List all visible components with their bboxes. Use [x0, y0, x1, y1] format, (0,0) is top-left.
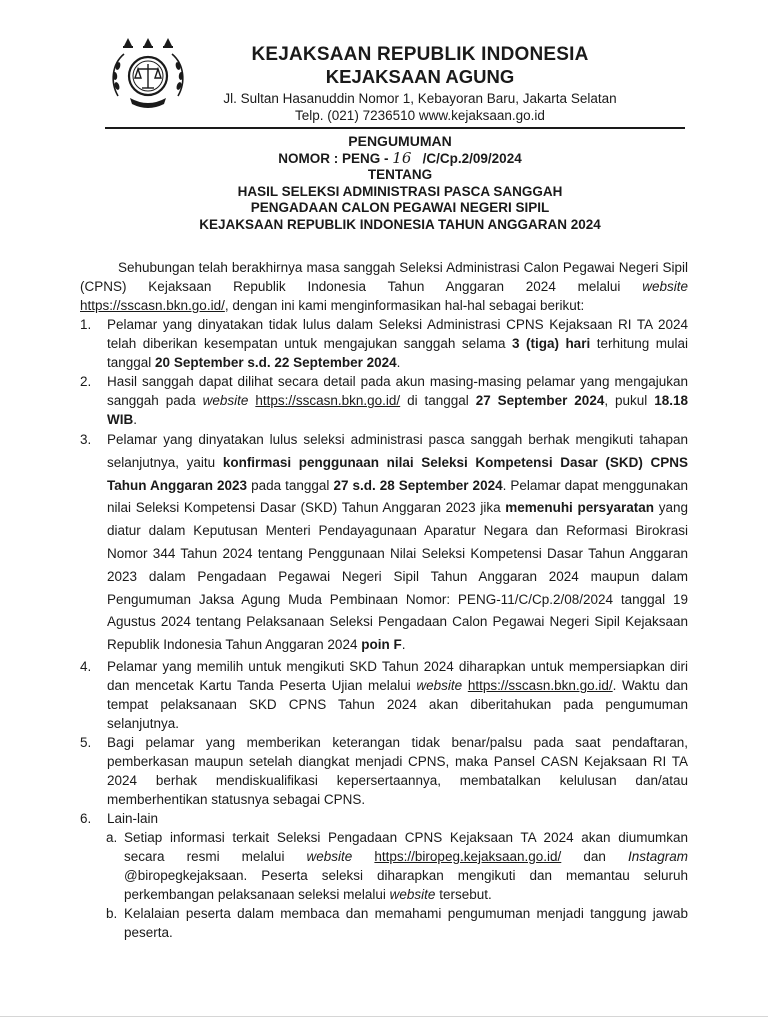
list-item-6 [80, 809, 688, 942]
intro-text-end: , dengan ini kami menginformasikan hal-hal sebagai berikut: [224, 298, 585, 313]
sub-item-a [80, 828, 688, 904]
list-item-4 [80, 657, 688, 733]
list-number: 2. [80, 374, 92, 389]
item-text: dan [561, 848, 628, 864]
sscasn-link[interactable]: https://sscasn.bkn.go.id/ [255, 393, 401, 408]
list-number: 3. [80, 432, 92, 447]
list-letter: a. [106, 829, 118, 845]
list-number: 4. [80, 658, 92, 674]
biropeg-link[interactable]: https://biropeg.kejaksaan.go.id/ [374, 848, 562, 864]
website-word: website [202, 393, 249, 408]
announcement-subject-2: PENGADAAN CALON PEGAWAI NEGERI SIPIL [250, 200, 550, 215]
announcement-list [80, 315, 688, 942]
intro-text: Sehubungan telah berakhirnya masa sanggah Seleksi Administrasi Calon Pegawai Negeri Sipil (CPNS) Kejaksaan Republik Indonesia Tahun Anggaran 2024 melalui [80, 260, 688, 294]
number-prefix: NOMOR : PENG - [278, 150, 389, 166]
item-text: . Pelamar dapat menggunakan nilai Seleksi Kompetensi Dasar (SKD) Tahun Anggaran 2023 jika [107, 477, 689, 516]
item-bold: poin F [361, 637, 402, 653]
item-bold: 27 s.d. 28 September 2024 [333, 477, 503, 493]
sscasn-link[interactable]: https://sscasn.bkn.go.id/ [80, 298, 225, 313]
item-bold: konfirmasi penggunaan nilai Seleksi Kompetensi Dasar (SKD) CPNS Tahun Anggaran 2023 [107, 454, 688, 493]
item-text: terhitung mulai tanggal [107, 336, 688, 370]
announcement-subject-3: KEJAKSAAN REPUBLIK INDONESIA TAHUN ANGGARAN 2024 [199, 216, 601, 232]
item-text: . [401, 637, 406, 653]
website-word: website [642, 279, 688, 294]
item-text: di tanggal [400, 393, 476, 408]
item-label: Lain-lain [107, 810, 159, 826]
item-text: . [396, 355, 401, 370]
list-item-1 [80, 315, 688, 372]
item-bold: memenuhi persyaratan [505, 500, 655, 516]
item-text: , pukul [604, 393, 655, 408]
org-name: KEJAKSAAN REPUBLIK INDONESIA [251, 44, 589, 65]
item-bold: 20 September s.d. 22 September 2024 [155, 355, 397, 370]
item-bold: 3 (tiga) hari [511, 336, 591, 351]
list-item-3 [80, 429, 688, 657]
instagram-word: Instagram [627, 848, 688, 864]
page-edge-line [0, 1016, 768, 1017]
item-text: tersebut. [435, 886, 492, 902]
list-number: 5. [80, 734, 92, 750]
org-contact: Telp. (021) 7236510 www.kejaksaan.go.id [295, 108, 545, 123]
item-bold: 27 September 2024 [475, 393, 605, 408]
website-word: website [416, 677, 463, 693]
kejaksaan-emblem-icon [110, 38, 186, 112]
sub-list [80, 828, 688, 942]
item-bold: 18.18 WIB [107, 393, 688, 427]
list-number: 1. [80, 317, 92, 332]
sub-item-b [80, 904, 688, 942]
list-number: 6. [80, 810, 92, 826]
list-letter: b. [106, 905, 118, 921]
list-item-5 [80, 733, 688, 809]
website-word: website [389, 886, 436, 902]
org-address: Jl. Sultan Hasanuddin Nomor 1, Kebayoran Baru, Jakarta Selatan [223, 91, 617, 106]
header-rule [105, 127, 685, 129]
announcement-about: TENTANG [367, 167, 433, 182]
item-text: Setiap informasi terkait Seleksi Pengadaan CPNS Kejaksaan TA 2024 akan diumumkan secara resmi melalui [124, 829, 688, 864]
item-text: Bagi pelamar yang memberikan keterangan tidak benar/palsu pada saat pendaftaran, pemberkasan maupun setelah diangkat menjadi CPNS, maka Pansel CASN Kejaksaan RI TA 2024 berhak mendiskualifikasi kepersertaannya, membatalkan kelulusan dan/atau memberhentikan statusnya sebagai CPNS. [107, 734, 688, 807]
intro-paragraph [80, 258, 688, 315]
item-text: Pelamar yang memilih untuk mengikuti SKD Tahun 2024 diharapkan untuk mempersiapkan diri dan mencetak Kartu Tanda Peserta Ujian melalui [107, 658, 688, 693]
announcement-title: PENGUMUMAN [348, 133, 452, 149]
letterhead [200, 44, 640, 124]
announcement-title-block [100, 133, 700, 233]
item-text: Kelalaian peserta dalam membaca dan memahami pengumuman menjadi tanggung jawab peserta. [124, 905, 688, 940]
website-word: website [306, 848, 353, 864]
item-text: @biropegkejaksaan. Peserta seleksi diharapkan mengikuti dan memantau seluruh perkembangan pelaksanaan seleksi melalui [124, 867, 688, 902]
list-item-2 [80, 372, 688, 429]
item-text: . [133, 412, 138, 427]
item-text: yang diatur dalam Keputusan Menteri Pendayagunaan Aparatur Negara dan Reformasi Birokrasi Nomor 344 Tahun 2024 tentang Penggunaan Nilai Seleksi Kompetensi Dasar Tahun Anggaran 2023 dalam Pengadaan Pegawai Negeri Sipil Tahun Anggaran 2024 maupun dalam Pengumuman Jaksa Agung Muda Pembinaan Nomor: PENG-11/C/Cp.2/08/2024 tanggal 19 Agustus 2024 tentang Pelaksanaan Seleksi Pengadaan Calon Pegawai Negeri Sipil Kejaksaan Republik Indonesia Tahun Anggaran 2024 [107, 500, 688, 653]
item-text: . Waktu dan tempat pelaksanaan SKD CPNS Tahun 2024 akan diberitahukan pada pengumuman selanjutnya. [107, 677, 688, 731]
item-text: Hasil sanggah dapat dilihat secara detail pada akun masing-masing pelamar yang mengajukan sanggah pada [107, 374, 688, 408]
announcement-body [80, 258, 688, 942]
item-text: Pelamar yang dinyatakan tidak lulus dalam Seleksi Administrasi CPNS Kejaksaan RI TA 2024 telah diberikan kesempatan untuk mengajukan sanggah selama [107, 317, 688, 351]
sscasn-link[interactable]: https://sscasn.bkn.go.id/ [467, 677, 613, 693]
item-text: pada tanggal [247, 477, 334, 493]
item-text: Pelamar yang dinyatakan lulus seleksi administrasi pasca sanggah berhak mengikuti tahapan selanjutnya, yaitu [107, 432, 688, 470]
number-handwritten: 16 [392, 148, 412, 167]
announcement-number [100, 150, 700, 168]
org-subname: KEJAKSAAN AGUNG [325, 66, 515, 87]
announcement-subject-1: HASIL SELEKSI ADMINISTRASI PASCA SANGGAH [237, 183, 563, 199]
number-suffix: /C/Cp.2/09/2024 [422, 150, 522, 166]
